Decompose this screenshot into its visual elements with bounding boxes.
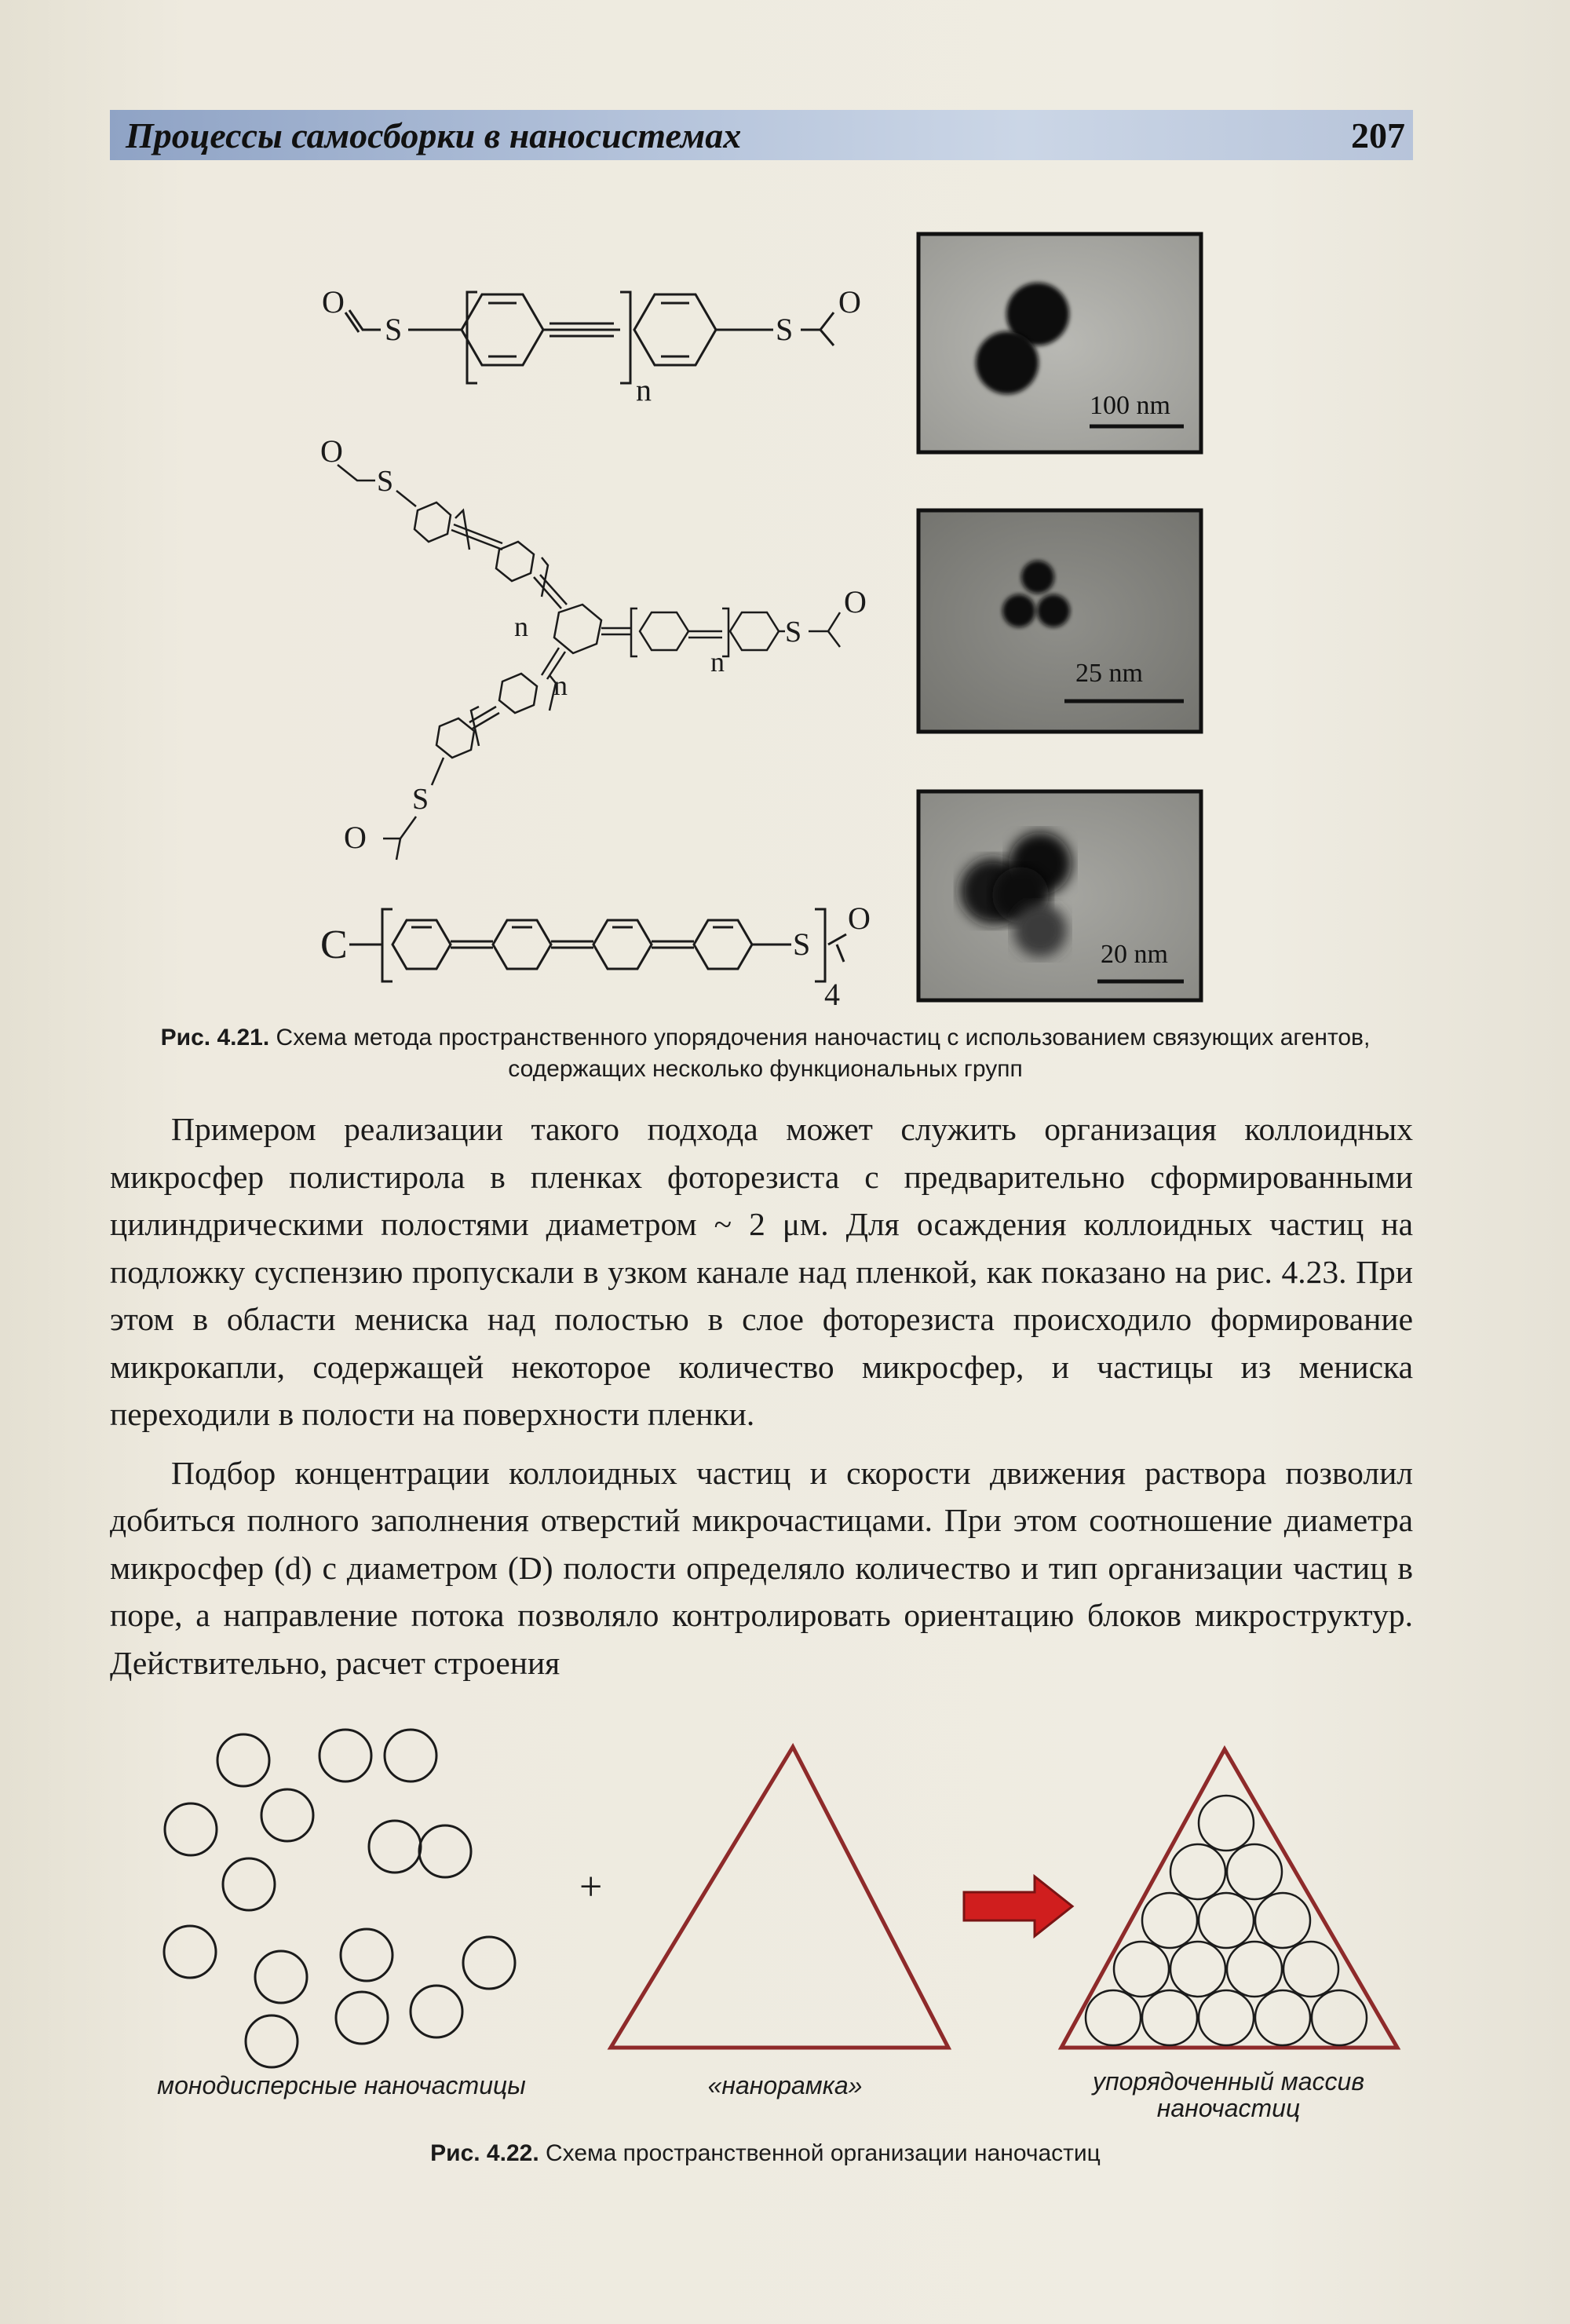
mol1-n: n [636, 372, 652, 407]
mol2-o-top: O [320, 433, 343, 469]
page-number: 207 [1351, 115, 1405, 155]
mol2-s-top: S [377, 465, 394, 498]
mol1-o-left: O [322, 284, 345, 320]
micrograph-1 [918, 234, 1201, 452]
figure-4-21-caption-text: Схема метода пространственного упорядочения наночастиц с использованием связующих агентов, содержащих несколько функциональных групп [269, 1025, 1371, 1082]
mol3-four: 4 [824, 977, 840, 1012]
figure-4-21-label: Рис. 4.21. [160, 1025, 270, 1051]
mol2-n-right: n [710, 646, 725, 678]
paragraph: Примером реализации такого подхода может служить организация коллоидных микросфер полистирола в пленках фоторезиста с предварительно сформированными цилиндрическими полостями диаметром ~ 2 μм. Для осаждения коллоидных частиц на подложку суспензию пропускали в узком канале над пленкой, как показано на рис. 4.23. При этом в области мениска над полостью в слое фоторезиста происходило формирование микрокапли, содержащей некоторое количество микросфер, и частицы из мениска переходили в полости на поверхности пленки. [110, 1111, 1413, 1432]
mol2-s-bottom: S [412, 783, 429, 816]
scale-label-100nm: 100 nm [1090, 391, 1170, 420]
mol2-s-right: S [785, 616, 802, 649]
nanoframe-triangle [611, 1747, 948, 2048]
header-title: Процессы самосборки в наносистемах [126, 115, 742, 155]
label-monodisperse: монодисперсные наночастицы [157, 2071, 526, 2099]
figure-4-21-caption [118, 1022, 1413, 1085]
mol1-o-right: O [838, 284, 861, 320]
ordered-frame-triangle [1061, 1749, 1397, 2048]
scale-label-25nm: 25 nm [1075, 659, 1143, 688]
scale-label-20nm: 20 nm [1101, 940, 1168, 969]
paragraph: Подбор концентрации коллоидных частиц и скорости движения раствора позволил добиться полного заполнения отверстий микрочастицами. При этом соотношение диаметра микросфер (d) с диаметром (D) полости определяло количество и тип организации частиц в поре, а направление потока позволяло контролировать ориентацию блоков микроструктур. Действительно, расчет строения [110, 1454, 1413, 1681]
mol3-carbon: C [320, 923, 348, 967]
mol1-s-right: S [776, 312, 794, 347]
mol1-s-left: S [385, 312, 403, 347]
molecule-1 [322, 284, 861, 407]
mol2-o-right: O [844, 584, 867, 619]
monodisperse-particles [164, 1730, 515, 2067]
mol2-o-bottom: O [344, 820, 367, 855]
mol2-n-lower: n [553, 670, 568, 701]
body-text [110, 1105, 1413, 1686]
molecule-3 [320, 901, 871, 1012]
mol2-n-upper: n [514, 611, 528, 642]
mol3-o: O [848, 901, 871, 936]
label-ordered-array: упорядоченный массив наночастиц [1092, 2067, 1365, 2122]
figure-4-22-label: Рис. 4.22. [430, 2140, 539, 2166]
molecule-2 [320, 433, 867, 860]
mol3-s: S [793, 926, 811, 962]
figure-4-22-caption [118, 2140, 1413, 2167]
micrograph-2 [918, 510, 1201, 732]
label-nanoframe: «нанорамка» [707, 2071, 863, 2099]
figure-4-22-caption-text: Схема пространственной организации наночастиц [539, 2140, 1101, 2166]
arrow-icon [964, 1876, 1072, 1936]
micrograph-3 [918, 791, 1201, 1000]
plus-sign: + [579, 1865, 603, 1909]
